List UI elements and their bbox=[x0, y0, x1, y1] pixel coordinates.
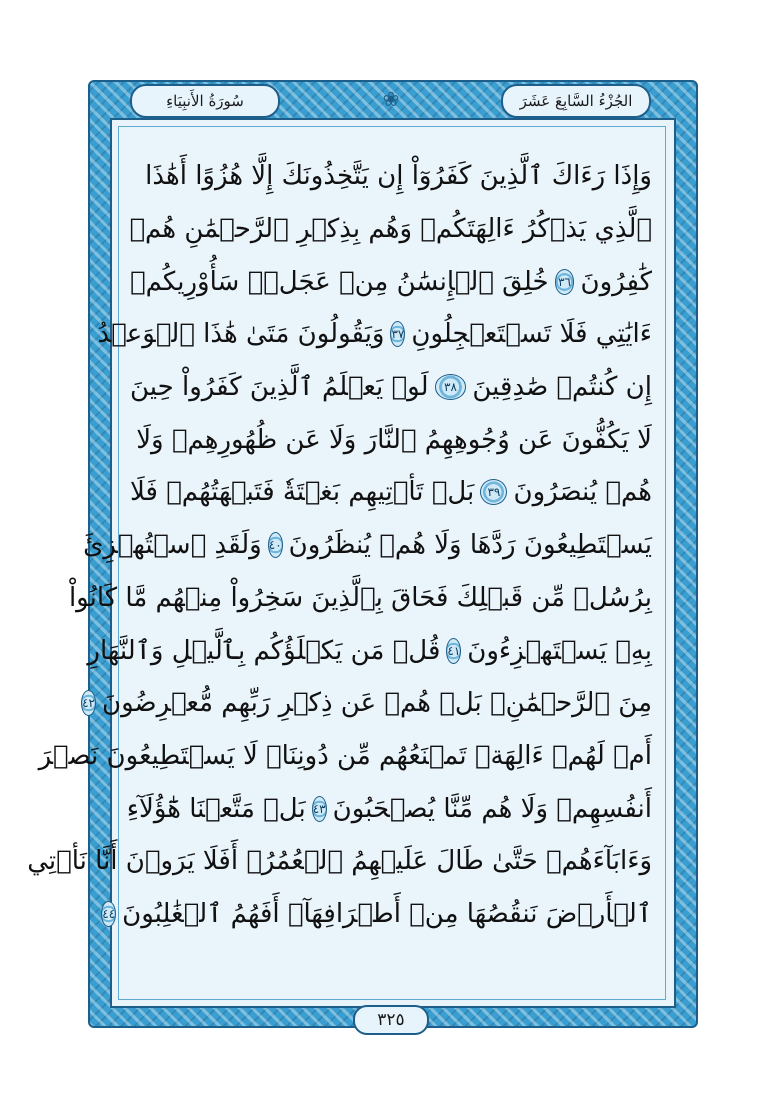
surah-name-label bbox=[130, 84, 280, 118]
line-text: يَسۡتَطِيعُونَ رَدَّهَا وَلَا هُمۡ يُنظَرُونَ bbox=[288, 530, 652, 561]
line-text: أَنفُسِهِمۡ وَلَا هُم مِّنَّا يُصۡحَبُونَ bbox=[332, 793, 652, 824]
text-line bbox=[130, 203, 652, 256]
line-text: أَمۡ لَهُمۡ ءَالِهَةٞ تَمۡنَعُهُم مِّن دُونِنَاۚ لَا يَسۡتَطِيعُونَ نَصۡرَ bbox=[38, 740, 652, 771]
line-text-continuation: بَلۡ تَأۡتِيهِم بَغۡتَةٗ فَتَبۡهَتُهُمۡ فَلَا bbox=[130, 477, 475, 508]
line-text: ٱلَّذِي يَذۡكُرُ ءَالِهَتَكُمۡ وَهُم بِذِكۡرِ ٱلرَّحۡمَٰنِ هُمۡ bbox=[129, 214, 652, 245]
line-text: بِهِۦ يَسۡتَهۡزِءُونَ bbox=[467, 635, 652, 666]
juz-text: الجُزْءُ السَّابِعَ عَشَرَ bbox=[519, 92, 633, 110]
line-text: ٱلۡأَرۡضَ نَنقُصُهَا مِنۡ أَطۡرَافِهَآۚ أَفَهُمُ ٱلۡغَٰلِبُونَ bbox=[122, 898, 652, 929]
text-line bbox=[87, 624, 652, 677]
text-line bbox=[97, 308, 652, 361]
page-number-text: ٣٢٥ bbox=[377, 1010, 405, 1030]
ayah-number-marker: ٣٦ bbox=[555, 269, 575, 295]
text-line bbox=[38, 730, 652, 783]
text-line bbox=[126, 782, 652, 835]
line-text-continuation: لَوۡ يَعۡلَمُ ٱلَّذِينَ كَفَرُواْ حِينَ bbox=[130, 372, 429, 403]
line-text: ءَايَٰتِي فَلَا تَسۡتَعۡجِلُونِ bbox=[411, 319, 652, 350]
text-line bbox=[82, 677, 652, 730]
line-text-continuation: وَلَقَدِ ٱسۡتُهۡزِئَ bbox=[83, 530, 262, 561]
text-line bbox=[27, 835, 652, 888]
line-text-continuation: بَلۡ مَتَّعۡنَا هَٰٓؤُلَآءِ bbox=[126, 793, 306, 824]
line-text-continuation: وَيَقُولُونَ مَتَىٰ هَٰذَا ٱلۡوَعۡدُ bbox=[97, 319, 385, 350]
text-line bbox=[130, 255, 652, 308]
line-text: لَا يَكُفُّونَ عَن وُجُوهِهِمُ ٱلنَّارَ وَلَا عَن ظُهُورِهِمۡ وَلَا bbox=[136, 424, 652, 455]
line-text-continuation: خُلِقَ ٱلۡإِنسَٰنُ مِنۡ عَجَلٖۚ سَأُوْرِيكُمۡ bbox=[130, 266, 549, 297]
ayah-number-marker: ٤٤ bbox=[101, 901, 116, 927]
text-line bbox=[130, 466, 652, 519]
line-text: وَءَابَآءَهُمۡ حَتَّىٰ طَالَ عَلَيۡهِمُ ٱلۡعُمُرُۗ أَفَلَا يَرَوۡنَ أَنَّا نَأۡتِي bbox=[27, 846, 652, 877]
text-line bbox=[68, 572, 652, 625]
line-text-continuation: قُلۡ مَن يَكۡلَؤُكُم بِٱلَّيۡلِ وَٱلنَّهَارِ bbox=[87, 635, 441, 666]
line-text: مِنَ ٱلرَّحۡمَٰنِۗ بَلۡ هُمۡ عَن ذِكۡرِ رَبِّهِم مُّعۡرِضُونَ bbox=[102, 688, 652, 719]
line-text: كَٰفِرُونَ bbox=[580, 266, 652, 297]
text-line bbox=[102, 888, 652, 941]
header-ornament-icon: ❀ bbox=[382, 87, 400, 111]
text-line bbox=[83, 519, 652, 572]
quran-text-block bbox=[27, 150, 652, 995]
line-text: هُمۡ يُنصَرُونَ bbox=[513, 477, 652, 508]
ayah-number-marker: ٤٠ bbox=[268, 532, 283, 558]
ayah-number-marker: ٤٣ bbox=[312, 796, 327, 822]
ayah-number-marker: ٣٩ bbox=[480, 479, 507, 505]
ayah-number-marker: ٣٨ bbox=[435, 374, 467, 400]
text-line bbox=[130, 361, 652, 414]
text-line bbox=[130, 413, 652, 466]
page-number bbox=[353, 1005, 429, 1035]
ayah-number-marker: ٤٢ bbox=[81, 690, 96, 716]
line-text: وَإِذَا رَءَاكَ ٱلَّذِينَ كَفَرُوٓاْ إِن يَتَّخِذُونَكَ إِلَّا هُزُوًا أَهَٰذَا bbox=[145, 161, 652, 192]
line-text: إِن كُنتُمۡ صَٰدِقِينَ bbox=[472, 372, 652, 403]
surah-name-text: سُورَةُ الأَنبِيَاءِ bbox=[166, 92, 244, 110]
line-text: بِرُسُلٖ مِّن قَبۡلِكَ فَحَاقَ بِٱلَّذِينَ سَخِرُواْ مِنۡهُم مَّا كَانُواْ bbox=[68, 582, 652, 613]
text-line bbox=[130, 150, 652, 203]
juz-label bbox=[501, 84, 651, 118]
ayah-number-marker: ٤١ bbox=[446, 638, 461, 664]
ayah-number-marker: ٣٧ bbox=[390, 321, 405, 347]
